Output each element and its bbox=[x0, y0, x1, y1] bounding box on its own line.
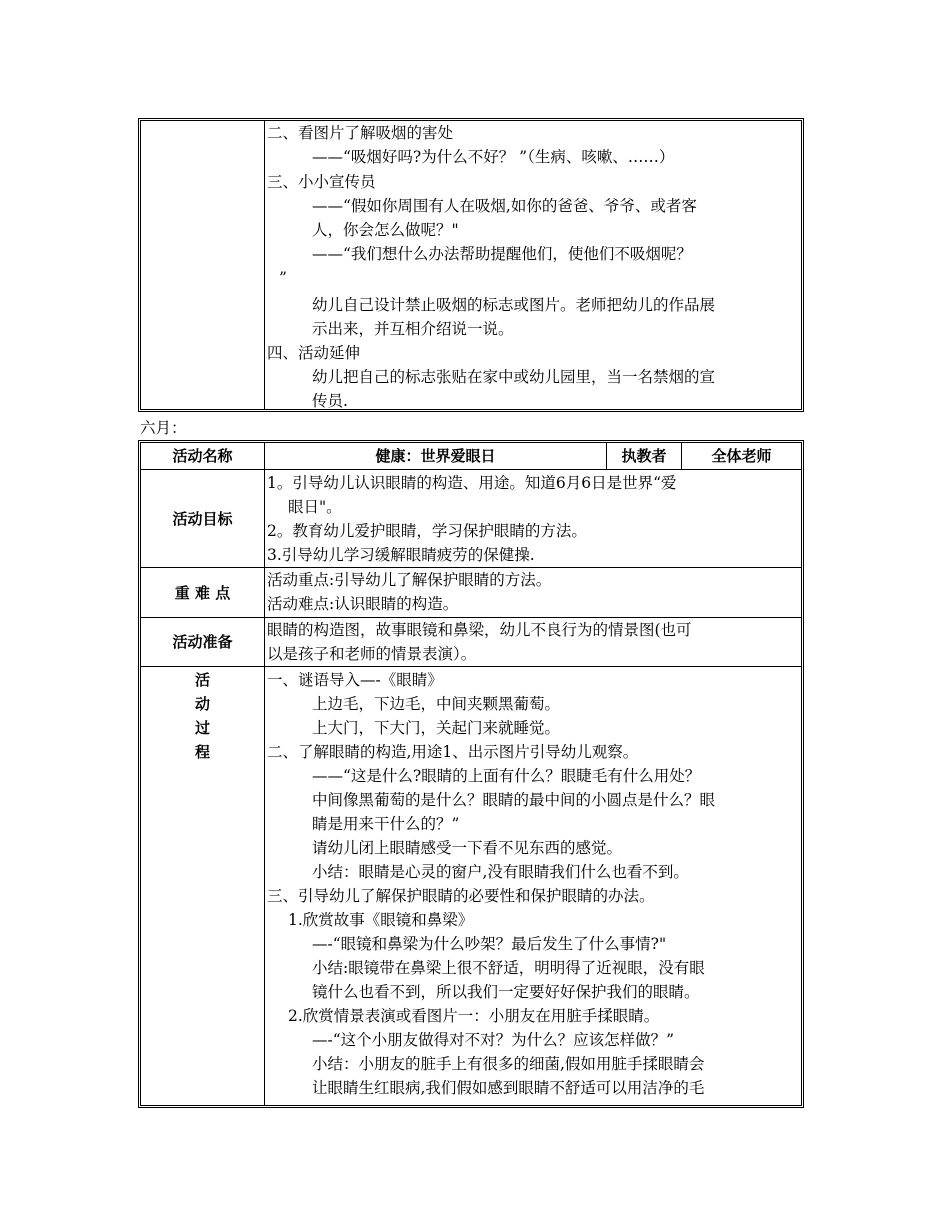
process-heading: 二、了解眼睛的构造,用途1、出示图片引导幼儿观察。 bbox=[267, 743, 639, 761]
process-text: 让眼睛生红眼病,我们假如感到眼睛不舒适可以用洁净的毛 bbox=[312, 1079, 705, 1097]
question-text: 人，你会怎么做呢？" bbox=[312, 221, 459, 239]
process-text: —-“眼镜和鼻梁为什么吵架？最后发生了什么事情?" bbox=[312, 935, 667, 953]
month-label: 六月： bbox=[140, 419, 187, 437]
process-subheading: 2.欣赏情景表演或看图片一：小朋友在用脏手揉眼睛。 bbox=[288, 1007, 660, 1025]
keypoint-item: 活动重点:引导幼儿了解保护眼睛的方法。 bbox=[267, 571, 552, 589]
body-text: 传员. bbox=[312, 392, 348, 410]
process-heading: 一、谜语导入—-《眼睛》 bbox=[267, 671, 443, 689]
goals-label: 活动目标 bbox=[172, 510, 233, 528]
row-divider bbox=[141, 469, 801, 470]
question-text: ——“假如你周围有人在吸烟,如你的爸爸、爷爷、或者客 bbox=[312, 197, 697, 215]
activity-name-label: 活动名称 bbox=[172, 447, 233, 465]
process-label-char: 活 bbox=[194, 671, 210, 689]
process-text: ——“这是什么?眼睛的上面有什么？眼睫毛有什么用处？ bbox=[312, 767, 701, 785]
question-text: ——“我们想什么办法帮助提醒他们，使他们不吸烟呢？ bbox=[312, 245, 692, 263]
process-text: 镜什么也看不到，所以我们一定要好好保护我们的眼睛。 bbox=[312, 983, 700, 1001]
process-text: 请幼儿闭上眼睛感受一下看不见东西的感觉。 bbox=[312, 839, 623, 857]
question-text: ——“吸烟好吗?为什么不好？ ”（生病、咳嗽、……） bbox=[312, 148, 675, 166]
question-text: ” bbox=[279, 269, 287, 287]
process-text: 上边毛，下边毛，中间夹颗黑葡萄。 bbox=[312, 695, 561, 713]
section-heading: 二、看图片了解吸烟的害处 bbox=[267, 124, 454, 142]
goal-item: 眼日"。 bbox=[288, 498, 342, 516]
activity-table-continued bbox=[138, 118, 804, 412]
process-text: 上大门，下大门，关起门来就睡觉。 bbox=[312, 719, 561, 737]
process-text: 睛是用来干什么的？” bbox=[312, 815, 460, 833]
keypoints-label: 重 难 点 bbox=[174, 584, 231, 602]
activity-name-value: 健康：世界爱眼日 bbox=[375, 447, 496, 465]
process-label-char: 过 bbox=[194, 719, 210, 737]
process-text: 小结：小朋友的脏手上有很多的细菌,假如用脏手揉眼睛会 bbox=[312, 1055, 705, 1073]
keypoint-item: 活动难点:认识眼睛的构造。 bbox=[267, 595, 459, 613]
process-heading: 三、引导幼儿了解保护眼睛的必要性和保护眼睛的办法。 bbox=[267, 887, 655, 905]
row-divider bbox=[141, 666, 801, 667]
column-divider bbox=[264, 121, 265, 409]
body-text: 幼儿自己设计禁止吸烟的标志或图片。老师把幼儿的作品展 bbox=[312, 296, 716, 314]
activity-table-june bbox=[138, 440, 804, 1108]
column-divider bbox=[264, 443, 265, 1105]
process-text: 小结:眼镜带在鼻梁上很不舒适，明明得了近视眼，没有眼 bbox=[312, 959, 705, 977]
goal-item: 3.引导幼儿学习缓解眼睛疲劳的保健操. bbox=[267, 546, 535, 564]
section-heading: 四、活动延伸 bbox=[267, 344, 361, 362]
body-text: 示出来，并互相介绍说一说。 bbox=[312, 320, 514, 338]
process-label-char: 程 bbox=[194, 743, 210, 761]
process-subheading: 1.欣赏故事《眼镜和鼻梁》 bbox=[288, 911, 474, 929]
goal-item: 1。引导幼儿认识眼睛的构造、用途。知道6月6日是世界“爱 bbox=[267, 474, 677, 492]
body-text: 幼儿把自己的标志张贴在家中或幼儿园里，当一名禁烟的宣 bbox=[312, 368, 716, 386]
process-text: —-“这个小朋友做得对不对？为什么？应该怎样做？” bbox=[312, 1031, 675, 1049]
prep-label: 活动准备 bbox=[172, 633, 233, 651]
section-heading: 三、小小宣传员 bbox=[267, 173, 376, 191]
prep-text: 眼睛的构造图，故事眼镜和鼻梁，幼儿不良行为的情景图(也可 bbox=[267, 621, 692, 639]
process-text: 小结：眼睛是心灵的窗户,没有眼睛我们什么也看不到。 bbox=[312, 863, 689, 881]
prep-text: 以是孩子和老师的情景表演）。 bbox=[267, 645, 477, 663]
teacher-label: 执教者 bbox=[621, 447, 667, 465]
process-label-char: 动 bbox=[194, 695, 210, 713]
process-text: 中间像黑葡萄的是什么？眼睛的最中间的小圆点是什么？眼 bbox=[312, 791, 716, 809]
teacher-value: 全体老师 bbox=[711, 447, 772, 465]
goal-item: 2。教育幼儿爱护眼睛，学习保护眼睛的方法。 bbox=[267, 522, 587, 540]
